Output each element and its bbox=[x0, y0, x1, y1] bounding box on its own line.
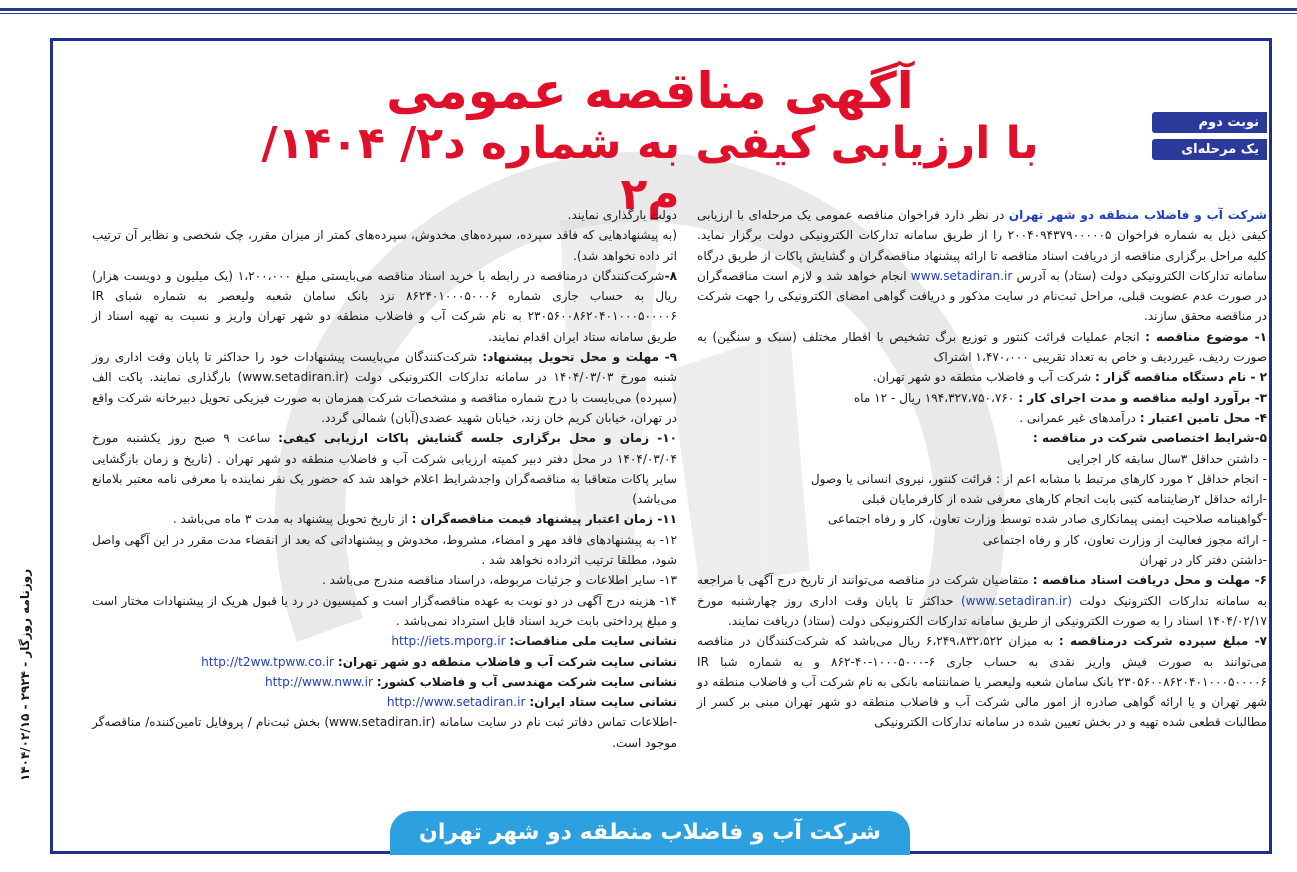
section-3 bbox=[697, 388, 1267, 408]
section-10 bbox=[92, 428, 677, 509]
notice-subtitle: با ارزیابی کیفی به شماره د۲/ ۱۴۰۴/ م۲ bbox=[261, 118, 1039, 220]
section-8 bbox=[92, 266, 677, 347]
list-item: -داشتن دفتر کار در تهران bbox=[1139, 553, 1267, 568]
section-4-label: ۴- محل تامین اعتبار : bbox=[1139, 410, 1267, 425]
section-1 bbox=[697, 327, 1267, 368]
section-8-text: شرکت‌کنندگان درمناقصه در رابطه با خرید اسناد مناقصه می‌بایستی مبلغ ۱،۲۰۰،۰۰۰ (یک میلیون و دویست هزار) ریال به حساب جاری شماره ۸۶۲۴۰۱۰۰۰۵۰۰۰۶ نزد بانک سامان شعبه ولیعصر به شماره شبای IR ۲۳۰۵۶۰۰۸۶۲۰۴۰۱۰۰۰۵۰۰۰۰۶ به نام شرکت آب و فاضلاب منطقه دو شهر تهران واریز و نسبت به تهیه اسناد از طریق سامانه ستاد ایران اقدام نمایند. bbox=[92, 268, 677, 344]
link-label: نشانی سایت ستاد ایران: bbox=[529, 695, 677, 710]
link-row bbox=[92, 692, 677, 712]
section-12: ۱۲- به پیشنهادهای فاقد مهر و امضاء، مشروط، مخدوش و پیشنهاداتی که بعد از انقضاء مدت مقرر در این آگهی واصل شود، مطلقا ترتیب اثرداده نخواهد شد . bbox=[92, 532, 677, 568]
section-9 bbox=[92, 347, 677, 428]
section-11 bbox=[92, 509, 677, 529]
section-7-label: ۷- مبلغ سپرده شرکت درمناقصه : bbox=[1058, 634, 1267, 649]
section-11-label: ۱۱- زمان اعتبار پیشنهاد قیمت مناقصه‌گران : bbox=[411, 512, 677, 527]
badge-stage: یک مرحله‌ای bbox=[1152, 139, 1267, 160]
continuation-line: دولت بارگذاری نمایند. bbox=[567, 208, 677, 222]
notice-title: آگهی مناقصه عمومی bbox=[386, 62, 914, 120]
intro-site-link[interactable]: www.setadiran.ir bbox=[910, 268, 1013, 283]
list-item: - داشتن حداقل ۳سال سابقه کار اجرایی bbox=[1067, 451, 1267, 466]
intro-text: در نظر دارد فراخوان مناقصه عمومی یک مرحله‌ای با ارزیابی کیفی ذیل به شماره فراخوان ۲۰۰۴۰۹۴۳۷۹۰۰۰۰۰۵ را از طریق سامانه تدارکات الکترونیکی دولت برگزار نماید. کلیه مراحل برگزاری مناقصه از دریافت اسناد مناقصه تا ارائه پیشنهاد مناقصه‌گران و گشایش پاکات از طریق درگاه سامانه تدارکات الکترونیکی دولت (ستاد) به آدرس bbox=[697, 208, 1267, 283]
section-6-label: ۶- مهلت و محل دریافت اسناد مناقصه : bbox=[1032, 573, 1268, 588]
section-2 bbox=[697, 367, 1267, 387]
section-10-text: ساعت ۹ صبح روز یکشنبه مورخ ۱۴۰۴/۰۳/۰۴ در محل دفتر دبیر کمیته ارزیابی شرکت آب و فاضلاب منطقه دو شهر تهران . (تاریخ و زمان بازگشایی سایر پاکات متعاقبا به مناقصه‌گران واجدشرایط اعلام خواهد شد که حضور یک نفر نماینده با معرفی نامه معتبر بلامانع می‌باشد) bbox=[92, 431, 677, 507]
link-row bbox=[92, 631, 677, 651]
intro-paragraph bbox=[697, 205, 1267, 327]
top-rule bbox=[0, 8, 1297, 11]
section-6-site-link[interactable]: (www.setadiran.ir) bbox=[960, 593, 1072, 608]
list-item: -گواهینامه صلاحیت ایمنی پیمانکاری صادر شده توسط وزارت تعاون، کار و رفاه اجتماعی bbox=[827, 512, 1267, 527]
intro-company: شرکت آب و فاضلاب منطقه دو شهر تهران bbox=[1008, 208, 1267, 222]
section-5-label: ۵-شرایط اختصاصی شرکت در مناقصه : bbox=[1032, 431, 1267, 446]
section-1-text: انجام عملیات قرائت کنتور و توزیع برگ تشخیص با اقطار مختلف (سبک و سنگین) به صورت ردیف، غیرردیف و خاص به تعداد تقریبی ۱،۴۷۰،۰۰۰ اشتراک bbox=[697, 329, 1267, 365]
section-8-label: ۸- bbox=[664, 268, 677, 283]
newspaper-side-label: روزنامه روزگار - ۲۹۲۴ - ۱۴۰۴/۰۲/۱۵ bbox=[18, 568, 32, 782]
list-item: -ارائه حداقل ۲رضایتنامه کتبی بابت انجام کارهای معرفی شده از کارفرمایان قبلی bbox=[862, 492, 1267, 507]
section-4-text: درآمدهای غیر عمرانی . bbox=[1019, 410, 1140, 425]
section-4 bbox=[697, 408, 1267, 428]
footer-company-band: شرکت آب و فاضلاب منطقه دو شهر تهران bbox=[390, 811, 910, 855]
list-item: - ارائه مجوز فعالیت از وزارت تعاون، کار و رفاه اجتماعی bbox=[982, 532, 1267, 547]
link-row bbox=[92, 652, 677, 672]
link-label: نشانی سایت شرکت مهندسی آب و فاضلاب کشور: bbox=[376, 674, 677, 689]
deposit-note: (به پیشنهادهایی که فاقد سپرده، سپرده‌های مخدوش، سپرده‌های کمتر از میزان مقرر، چک شخصی و نظایر آن ترتیب اثر داده نخواهد شد). bbox=[92, 228, 677, 263]
badge-round: نوبت دوم bbox=[1152, 112, 1267, 133]
section-3-label: ۳- برآورد اولیه مناقصه و مدت اجرای کار : bbox=[1018, 390, 1267, 405]
left-column bbox=[92, 205, 677, 753]
link-row bbox=[92, 672, 677, 692]
link-url[interactable]: http://www.setadiran.ir bbox=[386, 695, 526, 710]
section-10-label: ۱۰- زمان و محل برگزاری جلسه گشایش پاکات ارزیابی کیفی: bbox=[278, 431, 677, 446]
top-rule-thin bbox=[0, 13, 1297, 14]
section-7 bbox=[697, 631, 1267, 732]
right-column bbox=[697, 205, 1267, 733]
intro-text-2: انجام خواهد شد و لازم است مناقصه‌گران در صورت عدم عضویت قبلی، مراحل ثبت‌نام در سایت مذکور و دریافت گواهی امضای الکترونیکی را جهت شرکت در مناقصه محقق سازند. bbox=[697, 268, 1267, 324]
section-13: ۱۳- سایر اطلاعات و جزئیات مربوطه، دراسناد مناقصه مندرج می‌باشد . bbox=[321, 573, 677, 588]
section-7-text: به میزان ۶،۲۴۹،۸۳۲،۵۲۲ ریال می‌باشد که شرکت‌کنندگان در مناقصه می‌توانند به صورت فیش واریز نقدی به حساب جاری ۶-۱۰۰۰۵۰۰۰-۴۰-۸۶۲ و به شماره شبا IR ۲۳۰۵۶۰۰۸۶۲۰۴۰۱۰۰۰۵۰۰۰۰۶ بانک سامان شعبه ولیعصر یا ضمانتنامه بانکی به نام شرکت آب و فاضلاب منطقه دو شهر تهران و یا ارائه گواهی صادره از امور مالی شرکت آب و فاضلاب منطقه دو شهر تهران مبنی بر کسر از مطالبات قطعی شده تهیه و در بخش تعیین شده در سامانه تدارکات الکترونیکی bbox=[697, 634, 1267, 730]
section-2-label: ۲ - نام دستگاه مناقصه گزار : bbox=[1094, 370, 1267, 385]
section-6-text-2: حداکثر تا پایان وقت اداری روز چهارشنبه مورخ ۱۴۰۴/۰۲/۱۷ اسناد را به صورت الکترونیکی از طریق سامانه تدارکات الکترونیکی دولت (ستاد) دریافت نمایند. bbox=[697, 593, 1267, 628]
section-1-label: ۱- موضوع مناقصه : bbox=[1145, 329, 1267, 344]
link-url[interactable]: http://www.nww.ir bbox=[264, 674, 373, 689]
link-label: نشانی سایت شرکت آب و فاضلاب منطقه دو شهر تهران: bbox=[337, 654, 677, 669]
section-9-text: شرکت‌کنندگان می‌بایست پیشنهادات خود را حداکثر تا پایان وقت اداری روز شنبه مورخ ۱۴۰۴/۰۳/۰۳ در سامانه تدارکات الکترونیکی دولت (www.setadiran.ir) بارگذاری نمایند. پاکت الف (سپرده) می‌بایست با درج شماره مناقصه و مشخصات شرکت همزمان به صورت فیزیکی تحویل دبیرخانه شرکت واقع در تهران، خیابان کریم خان زند، خیابان شهید عضدی(آبان) شمالی گردد. bbox=[92, 350, 677, 425]
section-2-text: شرکت آب و فاضلاب منطقه دو شهر تهران. bbox=[872, 370, 1095, 385]
link-label: نشانی سایت ملی مناقصات: bbox=[509, 634, 677, 649]
section-11-text: از تاریخ تحویل پیشنهاد به مدت ۳ ماه می‌باشد . bbox=[172, 512, 412, 527]
badge-group bbox=[1152, 112, 1267, 166]
list-item: - انجام حداقل ۲ مورد کارهای مرتبط با مشابه اعم از : قرائت کنتور، نیروی انسانی یا وصول bbox=[810, 471, 1267, 486]
section-9-label: ۹- مهلت و محل تحویل پیشنهاد: bbox=[482, 350, 677, 365]
section-6-text: متقاضیان شرکت در مناقصه می‌توانند از تاریخ درج آگهی با مراجعه به سامانه تدارکات الکترونیک دولت bbox=[697, 573, 1267, 608]
section-14: ۱۴- هزینه درج آگهی در دو نوبت به عهده مناقصه‌گزار است و کمیسیون در رد یا قبول هریک از پیشنهادات مختار است و مبلغ پرداختی بابت خرید اسناد قابل استرداد نمی‌باشد . bbox=[92, 593, 677, 628]
contact-info: -اطلاعات تماس دفاتر ثبت نام در سایت سامانه (www.setadiran.ir) بخش ثبت‌نام / پروفایل تامین‌کننده/ مناقصه‌گر موجود است. bbox=[92, 715, 677, 750]
link-url[interactable]: http://t2ww.tpww.co.ir bbox=[201, 654, 335, 669]
link-url[interactable]: http://iets.mporg.ir bbox=[391, 634, 506, 649]
section-6 bbox=[697, 570, 1267, 631]
section-3-text: ۱۹۴،۳۲۷،۷۵۰،۷۶۰ ریال - ۱۲ ماه bbox=[853, 390, 1019, 405]
